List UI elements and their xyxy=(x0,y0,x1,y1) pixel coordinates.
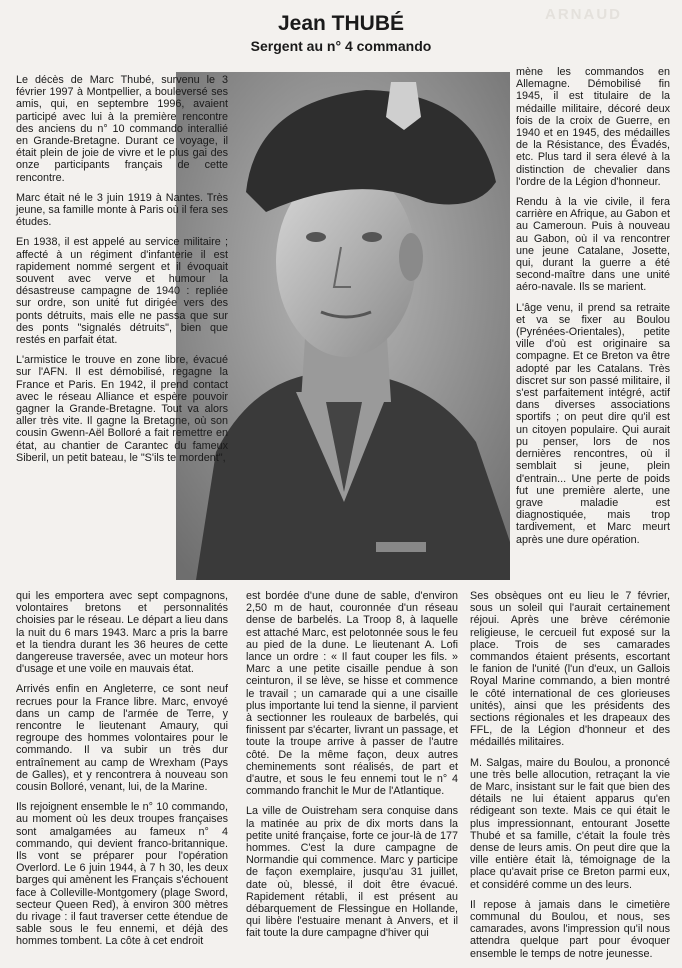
paragraph: La ville de Ouistreham sera conquise dans la matinée au prix de dix morts dans la petite unité française, forte ce jour-là de 177 hommes. C'est la dure campagne de Normandie qui commence. Marc y participe de façon exemplaire, jusqu'au 31 juillet, date où, blessé, il doit être évacué. Rapidement rétabli, il est présent au débarquement de Flessingue en Hollande, qui libère l'estuaire menant à Anvers, et il fait toute la dure campagne d'hiver qui xyxy=(246,805,458,940)
bleed-through-heading: ARNAUD xyxy=(545,6,622,23)
paragraph: Ses obsèques ont eu lieu le 7 février, sous un soleil qui l'aurait certainement réjoui. Après une brève cérémonie religieuse, le cercueil fut exposé sur la place. Trois de ses camarades commandos étaient présents, escortant le fanion de l'unité (l'un d'eux, un Gallois Royal Marine commando, a bien montré le côté international de ces glorieuses unités), ainsi que les présidents des sections régionales et les drapeaux des FFL, de la Légion d'honneur et des médaillés militaires. xyxy=(470,590,670,749)
paragraph: L'âge venu, il prend sa retraite et va se fixer au Boulou (Pyrénées-Orientales), petite ville d'où est originaire sa compagne. Et ce Breton va être adopté par les Catalans. Très discret sur son passé militaire, il s'est parfaitement intégré, actif dans diverses associations sportifs ; on peut dire qu'il est un citoyen populaire. Qui aurait pu penser, lors de nos dernières rencontres, où il semblait si jeune, plein d'entrain... Une perte de poids fut une première alerte, une grave maladie est diagnostiquée, mais trop tardivement, et Marc meurt après une dure opération. xyxy=(516,301,670,546)
column-1-lower xyxy=(16,590,228,956)
paragraph: Il repose à jamais dans le cimetière communal du Boulou, et nous, ses camarades, avons l'impression qu'il nous attendra quelque part pour évoquer ensemble le temps de notre jeunesse. xyxy=(470,898,670,960)
paragraph: Marc était né le 3 juin 1919 à Nantes. Très jeune, sa famille monte à Paris où il fera ses études. xyxy=(16,191,228,229)
paragraph: Arrivés enfin en Angleterre, ce sont neuf recrues pour la France libre. Marc, envoyé dans un camp de l'armée de Terre, y rencontre le lieutenant Amaury, qui regroupe des hommes volontaires pour le commando. Il va subir un très dur entraînement au camp de Wrexham (Pays de Galles), et y rencontrera à nouveau son cousin Bolloré, venant, lui, de la Marine. xyxy=(16,683,228,794)
paragraph: En 1938, il est appelé au service militaire ; affecté à un régiment d'infanterie il est rapidement nommé sergent et il évoquait souvent avec verve et humour la désastreuse campagne de 1940 : repliée sur ordre, son unité fut dirigée vers des ponts détruits, mais elle ne passa que sur des ponts "signalés détruits", bien que restés en parfait état. xyxy=(16,236,228,347)
paragraph: M. Salgas, maire du Boulou, a prononcé une très belle allocution, retraçant la vie de Marc, insistant sur le fait que bien des détails ne lui étaient apparus qu'en rédigeant son texte. Mais ce qui était le plus impressionnant, entourant Josette Thubé et sa famille, c'était la foule très dense de leurs amis. On peut dire que la ville entière était là, témoignage de la place qu'avait prise ce Breton parmi eux, et considéré comme un des leurs. xyxy=(470,756,670,891)
paragraph: L'armistice le trouve en zone libre, évacué sur l'AFN. Il est démobilisé, regagne la France et Paris. En 1942, il prend contact avec le réseau Alliance et espère pouvoir gagner la Grande-Bretagne. Tout va alors aller très vite. Il gagne la Bretagne, où son cousin Gwenn-Aël Bolloré a fait remettre en état, au chantier de Carantec du fameux Siberil, un petit bateau, le "S'ils te mordent", xyxy=(16,354,228,464)
column-3-lower xyxy=(470,590,670,968)
paragraph: mène les commandos en Allemagne. Démobilisé fin 1945, il est titulaire de la médaille militaire, décoré deux fois de la croix de Guerre, en 1940 et en 1945, des médailles de la Résistance, des Évadés, etc. Plus tard il sera élevé à la distinction de chevalier dans l'ordre de la Légion d'honneur. xyxy=(516,66,670,188)
column-1-upper xyxy=(16,74,228,472)
paragraph: Le décès de Marc Thubé, survenu le 3 février 1997 à Montpellier, a bouleversé ses amis, qui, en septembre 1996, avaient participé avec lui à la première rencontre des anciens du n° 10 commando interallié en Grande-Bretagne. Durant ce voyage, il était plein de joie de vivre et le plus gai des onze participants français de cette rencontre. xyxy=(16,74,228,184)
column-2 xyxy=(246,590,458,948)
article-subtitle: Sergent au n° 4 commando xyxy=(250,38,432,54)
article-title: Jean THUBÉ xyxy=(277,12,405,35)
paragraph: qui les emportera avec sept compagnons, volontaires bretons et personnalités choisies par le réseau. Le départ a lieu dans la nuit du 6 mars 1943. Marc a pris la barre et la tiendra durant les 36 heures de cette dangereuse traversée, avec un moteur hors d'usage et une voile en mauvais état. xyxy=(16,590,228,676)
paragraph: est bordée d'une dune de sable, d'environ 2,50 m de haut, couronnée d'un réseau dense de barbelés. La Troop 8, à laquelle est attaché Marc, est pelotonnée sous le feu au pied de la dune. Le lieutenant A. Lofi lance un ordre : « Il faut couper les fils. » Marc a une petite cisaille pendue à son ceinturon, il se lève, se hisse et commence le travail ; un camarade qui a une cisaille plus importante lui tend la sienne, il parvient à sectionner les rouleaux de barbelés, qui finissent par s'écarter, livrant un passage, et toute la troupe arrive à passer de l'autre côté. De la même façon, deux autres cheminements sont réalisés, de part et d'autre, et sous le feu ennemi tout le n° 4 commando franchit le Mur de l'Atlantique. xyxy=(246,590,458,798)
paragraph: Ils rejoignent ensemble le n° 10 commando, au moment où les deux troupes françaises sont amalgamées au fameux n° 4 commando, qui devient franco-britannique. Ils vont se préparer pour l'opération Overlord. Le 6 juin 1944, à 7 h 30, les deux barges qui amènent les Français s'échouent face à Colleville-Montgomery (plage Sword, secteur Queen Red), à environ 300 mètres du rivage : il faut traverser cette étendue de sable sous le feu ennemi, et déjà des hommes tombent. La côte à cet endroit xyxy=(16,801,228,948)
column-3-upper xyxy=(516,66,670,554)
paragraph: Rendu à la vie civile, il fera carrière en Afrique, au Gabon et au Cameroun. Puis à nouveau au Gabon, où il va rencontrer une jeune Catalane, Josette, qui, durant la guerre a été second-maître dans une unité aéro-navale. Ils se marient. xyxy=(516,196,670,294)
